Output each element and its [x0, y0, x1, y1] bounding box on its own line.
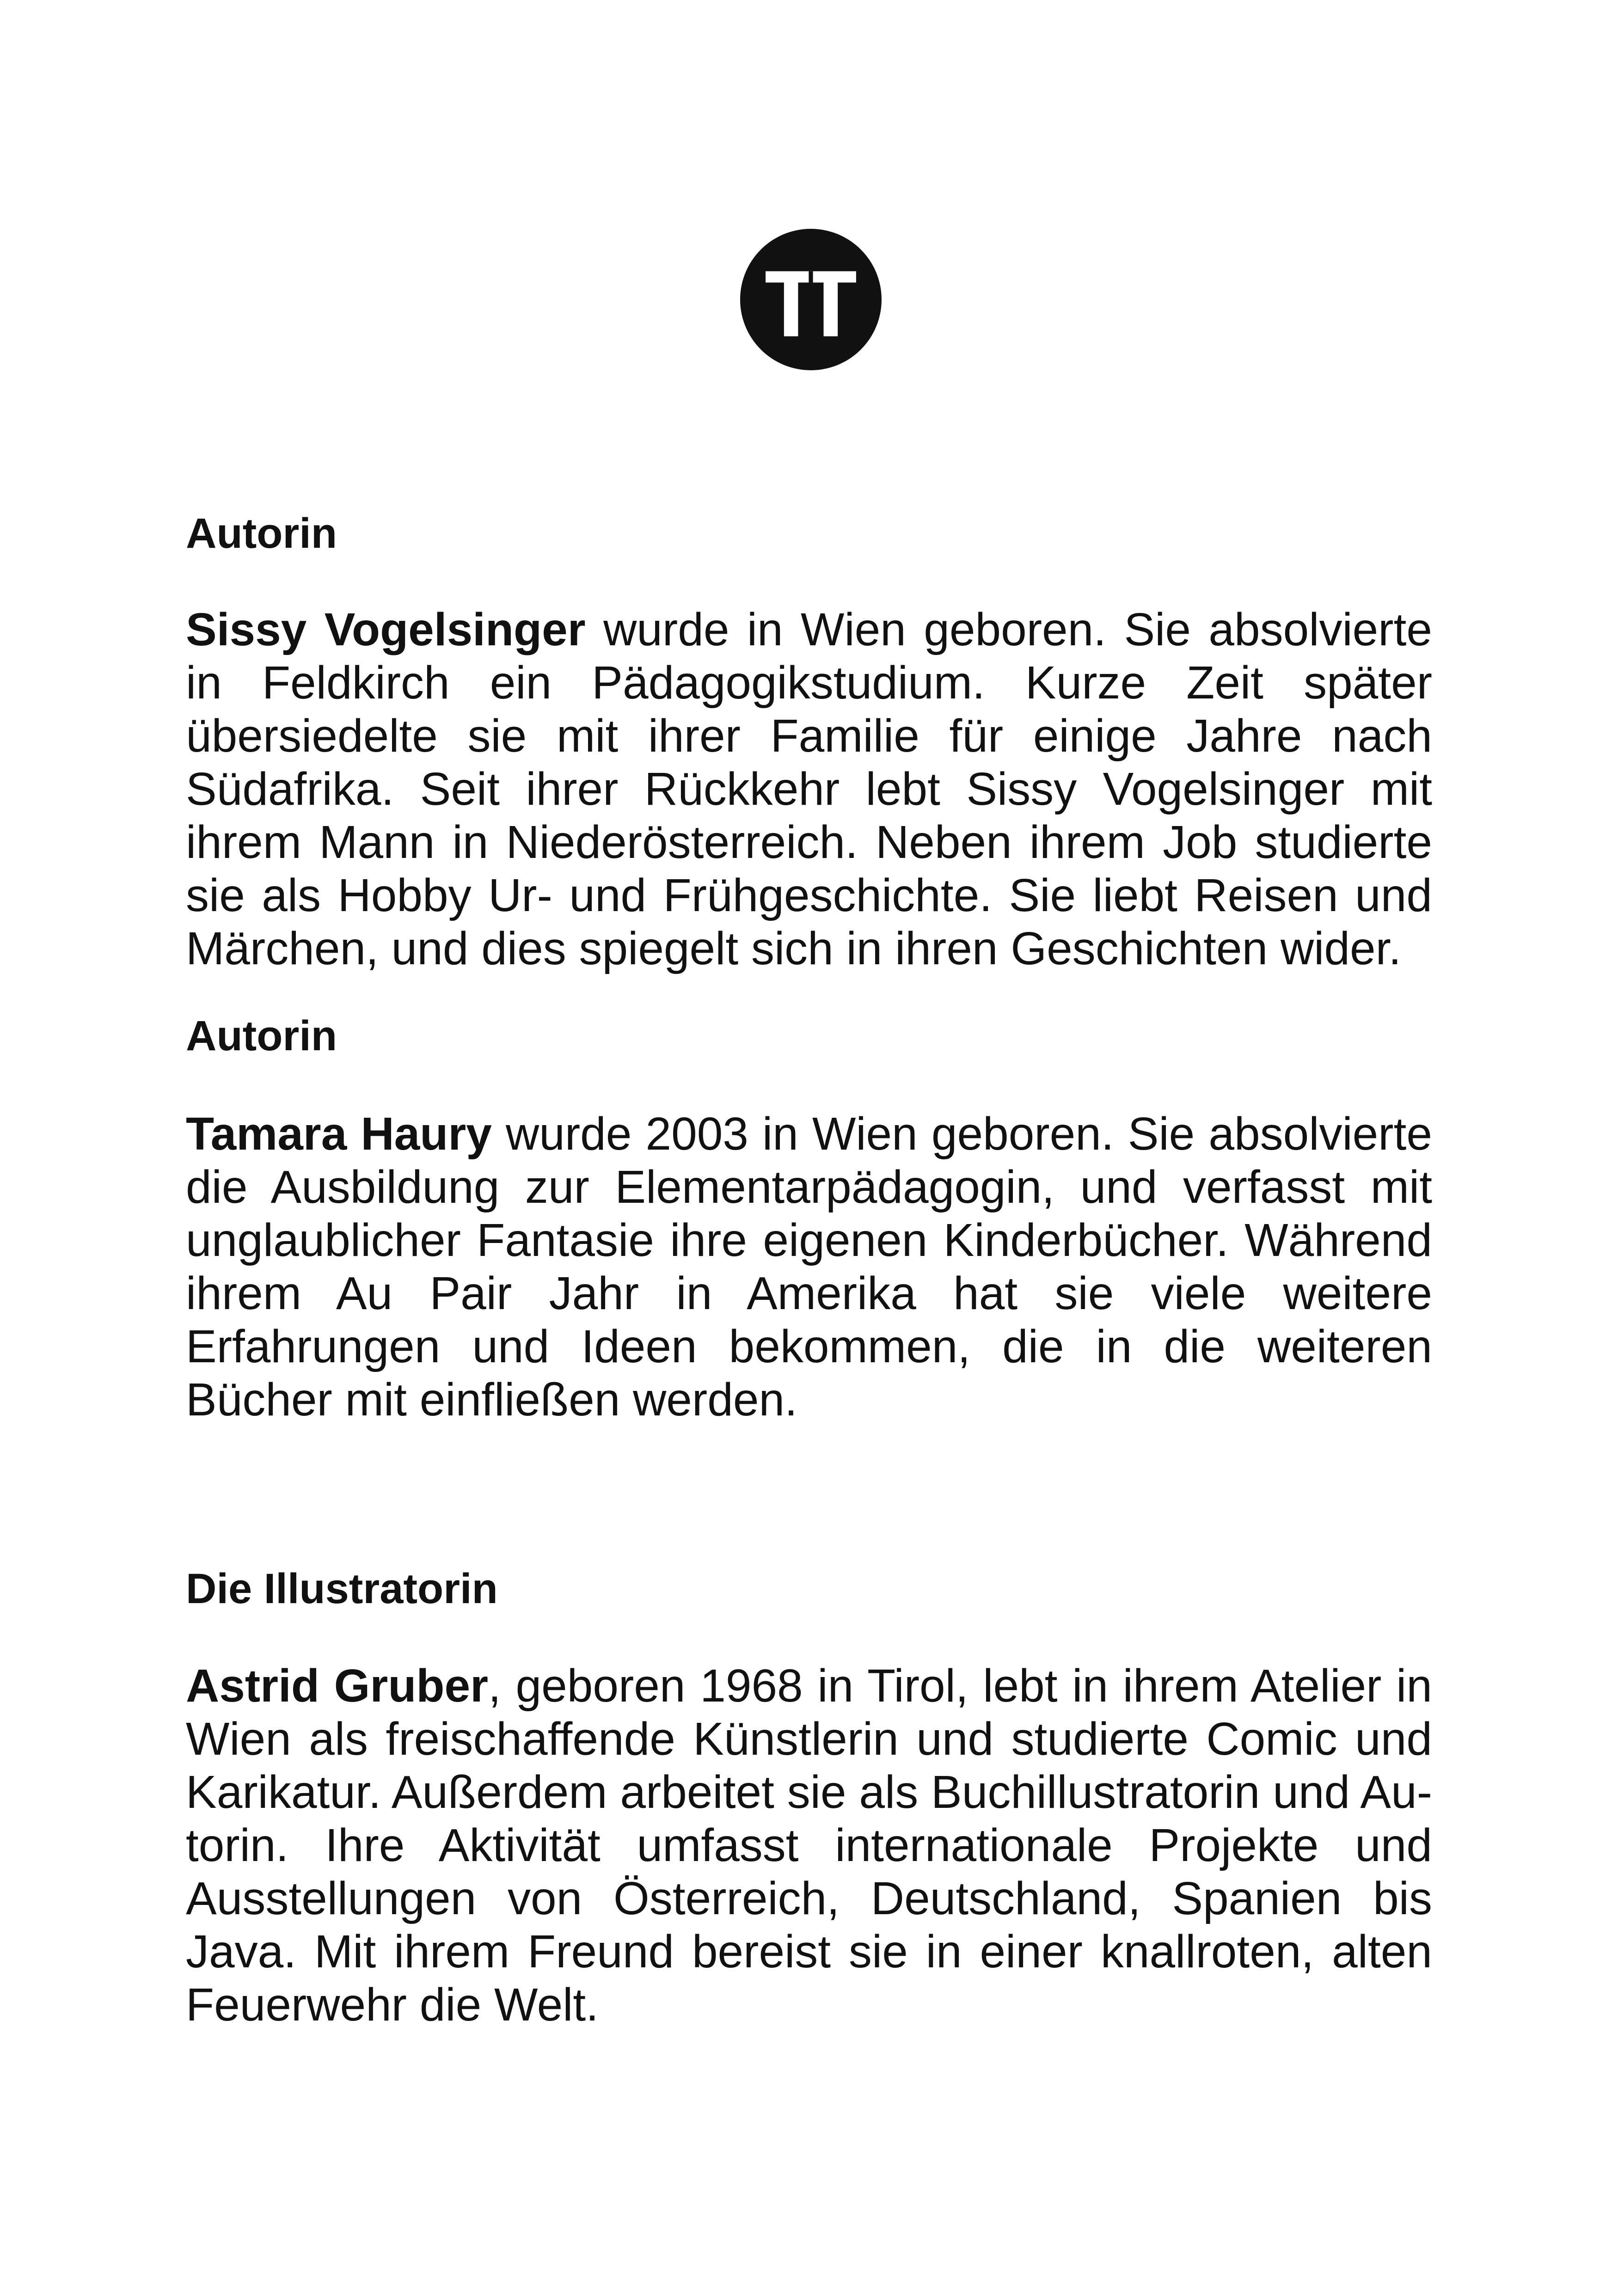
section-heading: Autorin: [186, 510, 337, 557]
author-bio: [186, 1108, 1432, 1427]
author-bio: [186, 603, 1432, 975]
author-name: Tamara Haury: [186, 1108, 492, 1160]
section-heading: Die Illustratorin: [186, 1565, 498, 1612]
author-name: Sissy Vogelsinger: [186, 604, 586, 655]
illustrator-name: Astrid Gruber: [186, 1660, 489, 1712]
bio-text: , geboren 1968 in Tirol, lebt in ihrem Atelier in Wien als freischaffende Künstlerin und studierte Comic und Karikatur. Außerdem arbeitet sie als Buchillustratorin und Autorin. Ihre Aktivität umfasst internationale Projekte und Ausstellungen von Österreich, Deutschland, Spanien bis Java. Mit ihrem Freund bereist sie in einer knallroten, alten Feuerwehr die Welt.: [186, 1660, 1432, 2031]
bio-text: wurde 2003 in Wien geboren. Sie absolvierte die Ausbildung zur Elementarpädagogin, und verfasst mit unglaublicher Fantasie ihre eigenen Kinderbücher. Während ihrem Au Pair Jahr in Amerika hat sie viele weitere Erfahrungen und Ideen bekommen, die in die weiteren Bücher mit einfließen werden.: [186, 1108, 1432, 1426]
section-heading: Autorin: [186, 1012, 337, 1059]
tt-monogram-logo: [740, 229, 882, 370]
bio-text: wurde in Wien geboren. Sie absolvierte in Feldkirch ein Pädagogikstudium. Kurze Zeit später übersiedelte sie mit ihrer Familie für einige Jahre nach Südafrika. Seit ihrer Rückkehr lebt Sissy Vogelsinger mit ihrem Mann in Niederösterreich. Neben ihrem Job studierte sie als Hobby Ur- und Frühgeschichte. Sie liebt Reisen und Märchen, und dies spiegelt sich in ihren Geschichten wider.: [186, 604, 1432, 974]
illustrator-bio: [186, 1659, 1432, 2032]
